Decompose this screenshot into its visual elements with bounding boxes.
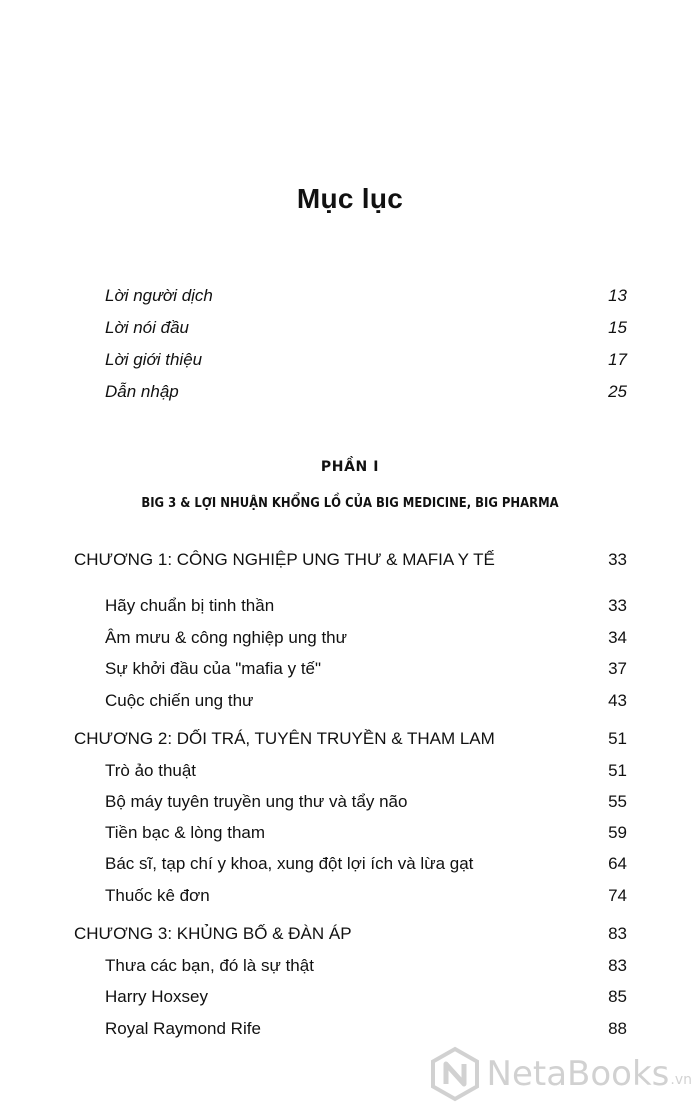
toc-section[interactable] — [105, 852, 627, 876]
toc-section[interactable] — [105, 626, 627, 650]
toc-section-page: 85 — [608, 987, 627, 1006]
toc-section-page: 64 — [608, 854, 627, 873]
toc-section-page: 74 — [608, 886, 627, 905]
toc-chapter-label: CHƯƠNG 3: KHỦNG BỐ & ĐÀN ÁP — [74, 924, 352, 943]
toc-entry[interactable] — [105, 284, 627, 308]
toc-chapter-page: 51 — [608, 729, 627, 748]
toc-section-label: Tiền bạc & lòng tham — [105, 823, 266, 842]
toc-section[interactable] — [105, 954, 627, 978]
toc-entry-page: 15 — [608, 318, 627, 337]
toc-entry-label: Dẫn nhập — [105, 382, 179, 401]
toc-section-page: 33 — [608, 596, 627, 615]
watermark-suffix: .vn — [670, 1072, 692, 1088]
toc-entry-page: 17 — [608, 350, 627, 369]
toc-entry-page: 13 — [608, 286, 627, 305]
toc-entry[interactable] — [105, 380, 627, 404]
toc-section-label: Royal Raymond Rife — [105, 1019, 261, 1038]
toc-section[interactable] — [105, 759, 627, 783]
netabooks-logo-icon — [427, 1046, 483, 1102]
toc-chapter-label: CHƯƠNG 2: DỐI TRÁ, TUYÊN TRUYỀN & THAM LAM — [74, 729, 495, 748]
toc-section-label: Âm mưu & công nghiệp ung thư — [105, 628, 348, 647]
toc-chapter[interactable] — [74, 548, 627, 572]
toc-section[interactable] — [105, 884, 627, 908]
toc-entry-page: 25 — [608, 382, 627, 401]
toc-chapter-page: 83 — [608, 924, 627, 943]
netabooks-watermark — [427, 1044, 692, 1104]
toc-chapter-label: CHƯƠNG 1: CÔNG NGHIỆP UNG THƯ & MAFIA Y TẾ — [74, 550, 495, 569]
toc-entry[interactable] — [105, 316, 627, 340]
toc-section-page: 55 — [608, 792, 627, 811]
toc-section-label: Harry Hoxsey — [105, 987, 208, 1006]
toc-section-page: 43 — [608, 691, 627, 710]
toc-section-label: Sự khởi đầu của "mafia y tế" — [105, 659, 322, 678]
toc-section-label: Bác sĩ, tạp chí y khoa, xung đột lợi ích và lừa gạt — [105, 854, 474, 873]
toc-section[interactable] — [105, 594, 627, 618]
toc-chapter[interactable] — [74, 727, 627, 751]
part-label: PHẦN I — [320, 459, 380, 475]
toc-section-label: Thuốc kê đơn — [105, 886, 210, 905]
toc-section-page: 34 — [608, 628, 627, 647]
toc-section-label: Hãy chuẩn bị tinh thần — [105, 596, 275, 615]
toc-section-label: Cuộc chiến ung thư — [105, 691, 254, 710]
toc-chapter-page: 33 — [608, 550, 627, 569]
page-title: Mục lục — [296, 183, 404, 214]
toc-section-page: 51 — [608, 761, 627, 780]
toc-section[interactable] — [105, 821, 627, 845]
toc-entry-label: Lời nói đầu — [105, 318, 190, 337]
watermark-text: NetaBooks — [486, 1054, 670, 1094]
toc-chapter[interactable] — [74, 922, 627, 946]
toc-section[interactable] — [105, 985, 627, 1009]
toc-section-page: 83 — [608, 956, 627, 975]
toc-section[interactable] — [105, 790, 627, 814]
toc-entry[interactable] — [105, 348, 627, 372]
part-title: BIG 3 & LỢI NHUẬN KHỔNG LỒ CỦA BIG MEDICINE, BIG PHARMA — [141, 495, 559, 511]
toc-section[interactable] — [105, 1017, 627, 1041]
toc-section-label: Trò ảo thuật — [105, 761, 197, 780]
toc-section-page: 59 — [608, 823, 627, 842]
toc-section-page: 37 — [608, 659, 627, 678]
toc-entry-label: Lời người dịch — [105, 286, 213, 305]
toc-entry-label: Lời giới thiệu — [105, 350, 203, 369]
toc-section[interactable] — [105, 689, 627, 713]
toc-section-label: Bộ máy tuyên truyền ung thư và tẩy não — [105, 792, 408, 811]
toc-section-label: Thưa các bạn, đó là sự thật — [105, 956, 314, 975]
toc-section-page: 88 — [608, 1019, 627, 1038]
toc-section[interactable] — [105, 657, 627, 681]
